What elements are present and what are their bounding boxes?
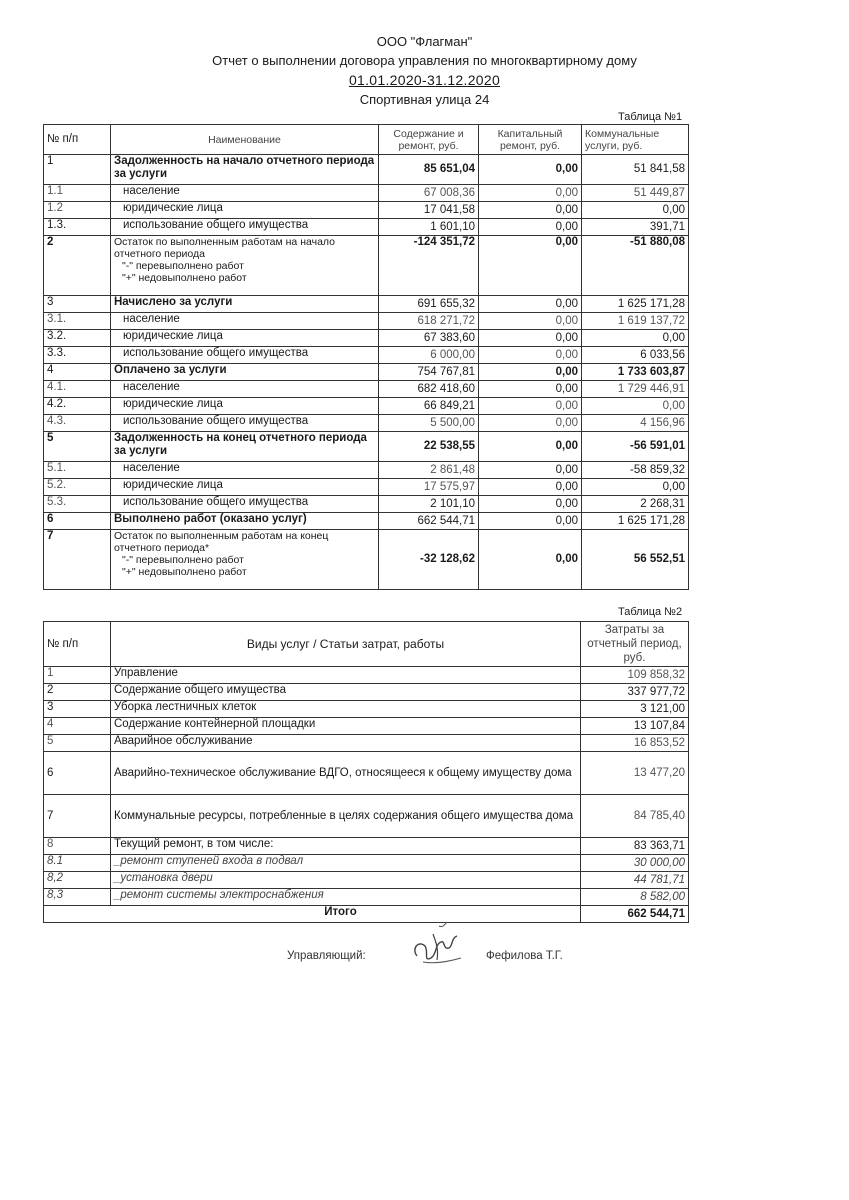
table1-header-row — [44, 125, 689, 155]
row-maintenance: 85 651,04 — [379, 155, 479, 185]
row-name: Аварийно-техническое обслуживание ВДГО, относящееся к общему имуществу дома — [111, 752, 581, 795]
row-value: 16 853,52 — [581, 735, 689, 752]
col-header-name: Наименование — [111, 125, 379, 155]
row-no: 4 — [44, 364, 111, 381]
table-row — [44, 496, 689, 513]
row-no: 3 — [44, 296, 111, 313]
row-maintenance: 618 271,72 — [379, 313, 479, 330]
table-row — [44, 330, 689, 347]
row-name: население — [111, 462, 379, 479]
col-header-costs: Затраты за отчетный период, руб. — [581, 622, 689, 667]
table-row — [44, 479, 689, 496]
row-value: 8 582,00 — [581, 889, 689, 906]
row-name: юридические лица — [111, 330, 379, 347]
table-total-row — [44, 906, 689, 923]
table-row — [44, 347, 689, 364]
row-name: юридические лица — [111, 202, 379, 219]
row-name: использование общего имущества — [111, 347, 379, 364]
table-row — [44, 752, 689, 795]
row-name: _ремонт ступеней входа в подвал — [111, 855, 581, 872]
row-maintenance: -32 128,62 — [379, 530, 479, 590]
row-utilities: 1 729 446,91 — [582, 381, 689, 398]
table2-label: Таблица №2 — [618, 606, 683, 618]
table-row — [44, 202, 689, 219]
row-maintenance: 682 418,60 — [379, 381, 479, 398]
row-maintenance: 754 767,81 — [379, 364, 479, 381]
row-maintenance: 17 041,58 — [379, 202, 479, 219]
row-value: 44 781,71 — [581, 872, 689, 889]
table-row — [44, 872, 689, 889]
row-utilities: -56 591,01 — [582, 432, 689, 462]
table-row — [44, 795, 689, 838]
col-header-services: Виды услуг / Статьи затрат, работы — [111, 622, 581, 667]
row-maintenance: 662 544,71 — [379, 513, 479, 530]
row-maintenance: 1 601,10 — [379, 219, 479, 236]
row-name: Задолженность на начало отчетного периода за услуги — [111, 155, 379, 185]
col-header-maintenance: Содержание и ремонт, руб. — [379, 125, 479, 155]
col-header-no: № п/п — [44, 125, 111, 155]
row-no: 5 — [44, 735, 111, 752]
table-row — [44, 513, 689, 530]
row-capital: 0,00 — [479, 236, 582, 296]
row-name: _установка двери — [111, 872, 581, 889]
col-header-capital: Капитальный ремонт, руб. — [479, 125, 582, 155]
row-utilities: 0,00 — [582, 202, 689, 219]
row-value: 109 858,32 — [581, 667, 689, 684]
row-name: Аварийное обслуживание — [111, 735, 581, 752]
row-utilities: 51 449,87 — [582, 185, 689, 202]
table-row — [44, 219, 689, 236]
signature-mark — [405, 918, 465, 968]
row-no: 5.2. — [44, 479, 111, 496]
company-name: ООО "Флагман" — [376, 34, 473, 49]
table-row — [44, 838, 689, 855]
table-row — [44, 432, 689, 462]
row-name-note-minus: "-" перевыполнено работ — [122, 554, 244, 566]
row-no: 4 — [44, 718, 111, 735]
row-no: 1 — [44, 667, 111, 684]
row-no: 8 — [44, 838, 111, 855]
table-row — [44, 684, 689, 701]
row-utilities: 51 841,58 — [582, 155, 689, 185]
row-capital: 0,00 — [479, 496, 582, 513]
table-row — [44, 735, 689, 752]
row-utilities: 0,00 — [582, 330, 689, 347]
row-capital: 0,00 — [479, 155, 582, 185]
row-maintenance: 22 538,55 — [379, 432, 479, 462]
row-name: население — [111, 313, 379, 330]
row-name: Управление — [111, 667, 581, 684]
table1-label: Таблица №1 — [618, 111, 683, 123]
row-name: Уборка лестничных клеток — [111, 701, 581, 718]
row-capital: 0,00 — [479, 530, 582, 590]
row-no: 5.1. — [44, 462, 111, 479]
row-no: 5 — [44, 432, 111, 462]
row-no: 7 — [44, 795, 111, 838]
row-no: 3.1. — [44, 313, 111, 330]
row-value: 30 000,00 — [581, 855, 689, 872]
row-name: использование общего имущества — [111, 219, 379, 236]
row-value: 337 977,72 — [581, 684, 689, 701]
row-maintenance: 67 008,36 — [379, 185, 479, 202]
row-maintenance: 691 655,32 — [379, 296, 479, 313]
row-no: 6 — [44, 752, 111, 795]
row-capital: 0,00 — [479, 313, 582, 330]
row-utilities: 1 619 137,72 — [582, 313, 689, 330]
row-utilities: 0,00 — [582, 398, 689, 415]
row-name: использование общего имущества — [111, 415, 379, 432]
table-row — [44, 718, 689, 735]
row-no: 1.2 — [44, 202, 111, 219]
row-name-note-minus: "-" перевыполнено работ — [122, 260, 244, 272]
row-maintenance: 2 861,48 — [379, 462, 479, 479]
row-name — [111, 530, 379, 590]
row-value: 13 107,84 — [581, 718, 689, 735]
row-value: 84 785,40 — [581, 795, 689, 838]
report-title: Отчет о выполнении договора управления по многоквартирному дому — [212, 53, 637, 68]
row-capital: 0,00 — [479, 462, 582, 479]
table2 — [43, 621, 689, 923]
row-no: 3.3. — [44, 347, 111, 364]
row-utilities: 6 033,56 — [582, 347, 689, 364]
table-row — [44, 667, 689, 684]
row-capital: 0,00 — [479, 185, 582, 202]
row-maintenance: 67 383,60 — [379, 330, 479, 347]
table-row — [44, 296, 689, 313]
row-capital: 0,00 — [479, 202, 582, 219]
row-capital: 0,00 — [479, 432, 582, 462]
row-utilities: 1 625 171,28 — [582, 296, 689, 313]
row-name: Содержание контейнерной площадки — [111, 718, 581, 735]
row-capital: 0,00 — [479, 479, 582, 496]
row-capital: 0,00 — [479, 381, 582, 398]
row-no: 4.1. — [44, 381, 111, 398]
row-name-main: Остаток по выполненным работам на конец отчетного периода* — [114, 530, 329, 554]
col-header-utilities: Коммунальные услуги, руб. — [582, 125, 689, 155]
row-no: 1.3. — [44, 219, 111, 236]
table-row — [44, 185, 689, 202]
table-row — [44, 855, 689, 872]
row-utilities: 1 625 171,28 — [582, 513, 689, 530]
table-row — [44, 701, 689, 718]
row-name-note-plus: "+" недовыполнено работ — [122, 272, 247, 284]
row-name — [111, 236, 379, 296]
row-no: 1 — [44, 155, 111, 185]
row-utilities: -58 859,32 — [582, 462, 689, 479]
signature-name: Фефилова Т.Г. — [486, 950, 563, 962]
row-name: население — [111, 185, 379, 202]
row-capital: 0,00 — [479, 347, 582, 364]
report-address: Спортивная улица 24 — [359, 92, 490, 107]
table-row — [44, 889, 689, 906]
table-row — [44, 155, 689, 185]
row-name: Задолженность на конец отчетного периода за услуги — [111, 432, 379, 462]
row-capital: 0,00 — [479, 513, 582, 530]
row-capital: 0,00 — [479, 219, 582, 236]
row-maintenance: 66 849,21 — [379, 398, 479, 415]
row-utilities: 4 156,96 — [582, 415, 689, 432]
row-no: 2 — [44, 684, 111, 701]
table-row — [44, 415, 689, 432]
table-row — [44, 530, 689, 590]
row-no: 5.3. — [44, 496, 111, 513]
row-capital: 0,00 — [479, 296, 582, 313]
row-capital: 0,00 — [479, 415, 582, 432]
row-name: население — [111, 381, 379, 398]
row-name: _ремонт системы электроснабжения — [111, 889, 581, 906]
table-row — [44, 462, 689, 479]
row-name: юридические лица — [111, 398, 379, 415]
total-value: 662 544,71 — [581, 906, 689, 923]
row-maintenance: 2 101,10 — [379, 496, 479, 513]
total-label: Итого — [44, 906, 581, 923]
row-name: использование общего имущества — [111, 496, 379, 513]
row-no: 4.3. — [44, 415, 111, 432]
row-name: Начислено за услуги — [111, 296, 379, 313]
report-period: 01.01.2020-31.12.2020 — [348, 72, 501, 88]
row-no: 6 — [44, 513, 111, 530]
row-utilities: 2 268,31 — [582, 496, 689, 513]
row-value: 13 477,20 — [581, 752, 689, 795]
row-name-note-plus: "+" недовыполнено работ — [122, 566, 247, 578]
row-maintenance: 5 500,00 — [379, 415, 479, 432]
signature-label: Управляющий: — [287, 950, 366, 962]
table-row — [44, 381, 689, 398]
table-row — [44, 398, 689, 415]
row-name: юридические лица — [111, 479, 379, 496]
table-row — [44, 313, 689, 330]
row-no: 8,2 — [44, 872, 111, 889]
row-maintenance: 17 575,97 — [379, 479, 479, 496]
row-utilities: 56 552,51 — [582, 530, 689, 590]
row-utilities: 1 733 603,87 — [582, 364, 689, 381]
row-name: Текущий ремонт, в том числе: — [111, 838, 581, 855]
row-no: 3 — [44, 701, 111, 718]
row-value: 3 121,00 — [581, 701, 689, 718]
row-capital: 0,00 — [479, 330, 582, 347]
row-utilities: -51 880,08 — [582, 236, 689, 296]
table1 — [43, 124, 689, 590]
row-capital: 0,00 — [479, 398, 582, 415]
row-no: 3.2. — [44, 330, 111, 347]
row-name: Выполнено работ (оказано услуг) — [111, 513, 379, 530]
row-no: 8.1 — [44, 855, 111, 872]
row-maintenance: 6 000,00 — [379, 347, 479, 364]
row-no: 1.1 — [44, 185, 111, 202]
row-utilities: 391,71 — [582, 219, 689, 236]
table-row — [44, 364, 689, 381]
row-utilities: 0,00 — [582, 479, 689, 496]
row-maintenance: -124 351,72 — [379, 236, 479, 296]
row-no: 8,3 — [44, 889, 111, 906]
row-name: Оплачено за услуги — [111, 364, 379, 381]
table2-header-row — [44, 622, 689, 667]
row-no: 7 — [44, 530, 111, 590]
col-header-no: № п/п — [44, 622, 111, 667]
row-name: Содержание общего имущества — [111, 684, 581, 701]
row-no: 2 — [44, 236, 111, 296]
table-row — [44, 236, 689, 296]
row-name-main: Остаток по выполненным работам на начало отчетного периода — [114, 236, 335, 260]
row-no: 4.2. — [44, 398, 111, 415]
row-value: 83 363,71 — [581, 838, 689, 855]
row-name: Коммунальные ресурсы, потребленные в целях содержания общего имущества дома — [111, 795, 581, 838]
row-capital: 0,00 — [479, 364, 582, 381]
